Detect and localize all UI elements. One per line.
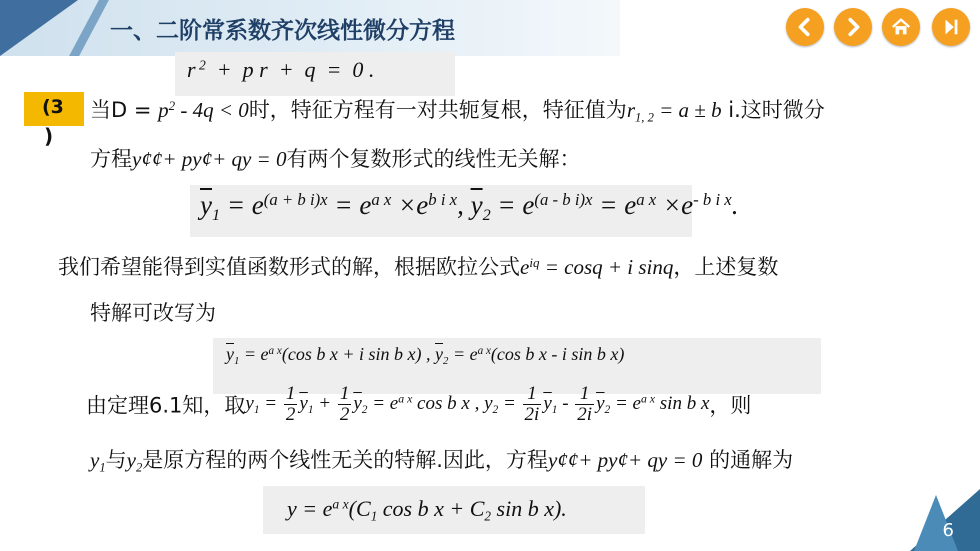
case-paren: )	[44, 124, 54, 148]
text-line-3	[58, 251, 778, 281]
home-button[interactable]	[882, 8, 920, 46]
text-line-2	[90, 143, 580, 173]
text-general-solution: 的通解为	[702, 448, 794, 472]
title-decoration	[0, 0, 78, 56]
real-solutions: $y_1$ = $\frac{1}{2}$ $\overline{y}_1$ + $\frac{1}{2}$ $\overline{y}_2 = e^{a x}$ cos b x , $y_2$ = $\frac{1}{2i}$ $\overline{y}_1$ - $\frac{1}{2i}$ $\overline{y}_2 = e^{a x}$ sin b x	[245, 383, 710, 425]
text-equation-word: 方程	[90, 147, 132, 171]
text-when-d: 当D =	[90, 98, 159, 122]
text-then-diff: i.这时微分	[721, 98, 825, 122]
text-independent: 是原方程的两个线性无关的特解.因此，方程	[142, 448, 548, 472]
euler-formula: $e^{iq} = \cos q + i$ sinq	[520, 254, 674, 279]
general-solution-box	[263, 486, 645, 534]
text-then: ，则	[709, 393, 752, 418]
end-button[interactable]	[932, 8, 970, 46]
general-solution: $y = e^{a x}(C_1$ cos b $x + C_2$ sin b x).	[287, 496, 567, 524]
text-two-solutions: 有两个复数形式的线性无关解：	[286, 147, 581, 171]
case-badge	[24, 92, 84, 126]
euler-forms: $\overline{y}_1 = e^{a x}(\cos$ b x + i sin b x) , $\overline{y}_2 = e^{a x}(\cos$ b x - i sin b x)	[226, 344, 625, 367]
header-bar	[0, 0, 980, 56]
characteristic-equation: r $^2$ + p r + q = 0 .	[187, 57, 375, 82]
home-icon	[890, 16, 912, 38]
chevron-right-icon	[842, 16, 864, 38]
complex-solutions: $\overline{y}_1 = e^{(a + b i)x} = e^{a x} \times e^{b i x}$, $\overline{y}_2 = e^{(a - b i)x} = e^{a x} \times e^{- b i x}$.	[200, 190, 739, 224]
y2-symbol: $y_2$	[126, 448, 143, 475]
text-line-4: 特解可改写为	[90, 301, 216, 325]
text-theorem: 由定理6.1知，取	[86, 393, 246, 418]
y1-symbol: $y_1$	[90, 448, 106, 475]
page-title: 一、二阶常系数齐次线性微分方程	[110, 18, 455, 44]
text-line-5	[86, 384, 751, 425]
text-line-1	[90, 94, 825, 125]
text-line-6	[90, 444, 793, 475]
text-above-complex: ，上述复数	[673, 255, 779, 279]
chevron-left-icon	[794, 16, 816, 38]
text-and: 与	[105, 448, 127, 472]
discriminant: $p^2 - 4q < 0$	[158, 97, 249, 122]
prev-button[interactable]	[786, 8, 824, 46]
characteristic-equation-box	[175, 52, 455, 96]
next-button[interactable]	[834, 8, 872, 46]
text-complex-roots: 时，特征方程有一对共轭复根，特征值为	[248, 98, 627, 122]
differential-equation: y¢¢+ py¢+ qy = 0	[132, 147, 287, 171]
skip-to-end-icon	[940, 16, 962, 38]
page-number: 6	[942, 520, 954, 541]
roots-expression: $r_{1, 2} = a \pm b$	[626, 98, 722, 125]
text-euler-intro: 我们希望能得到实值函数形式的解，根据欧拉公式	[58, 255, 520, 279]
differential-equation-2: y¢¢+ py¢+ qy = 0	[547, 448, 703, 472]
case-label: (3	[42, 96, 64, 118]
